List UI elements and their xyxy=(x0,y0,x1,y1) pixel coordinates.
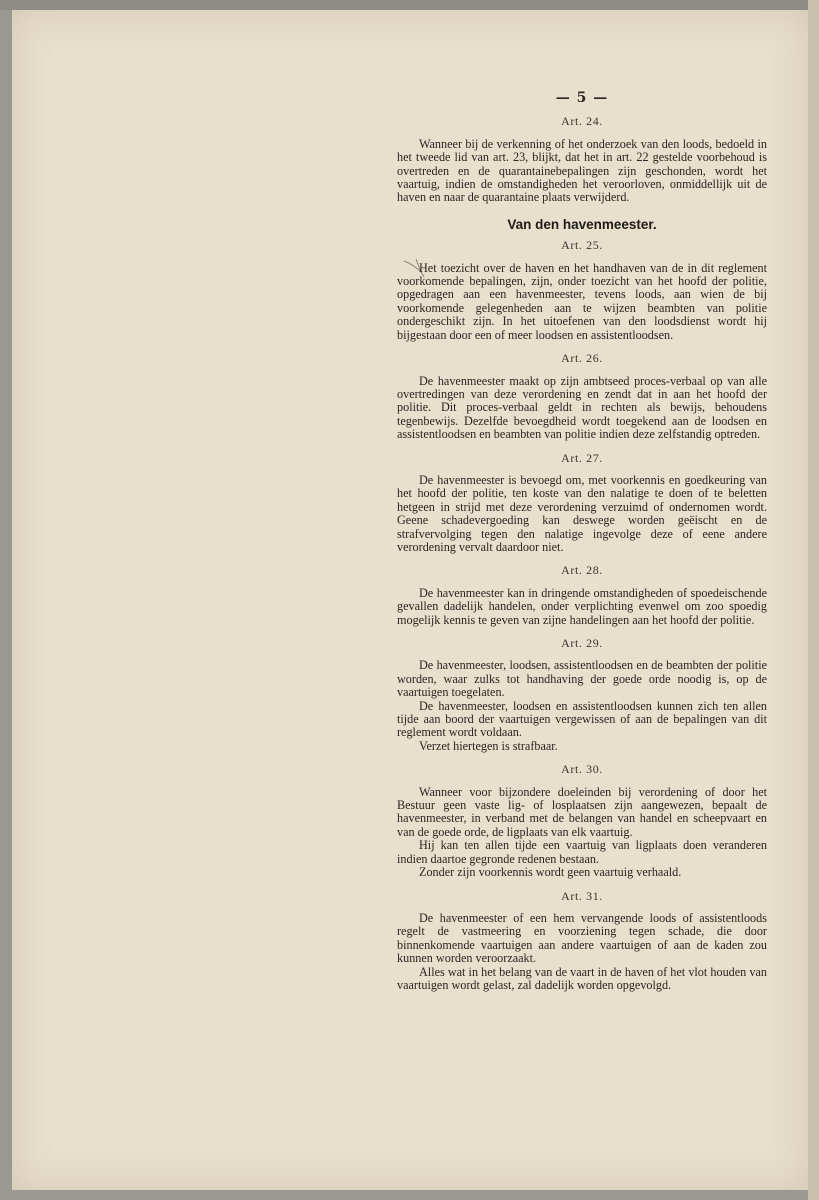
article-heading: Art. 31. xyxy=(561,888,603,903)
article-paragraph: De havenmeester, loodsen en assistentloodsen kunnen zich ten allen tijde aan boord der vaartuigen vergewissen of aan de bepalingen van dit reglement wordt voldaan. xyxy=(397,698,767,740)
scan-border-right xyxy=(808,0,819,1200)
article-paragraph: Verzet hiertegen is strafbaar. xyxy=(419,738,558,753)
article-paragraph: Wanneer voor bijzondere doeleinden bij verordening of door het Bestuur geen vaste lig- of losplaatsen zijn aangewezen, bepaalt de havenmeester, in verband met de belangen van handel en scheepvaart en van de goede orde, de ligplaats van elk vaartuig. xyxy=(397,784,767,839)
article-paragraph: Alles wat in het belang van de vaart in de haven of het vlot houden van vaartuigen wordt gelast, zal dadelijk worden opgevolgd. xyxy=(397,964,767,992)
article-heading: Art. 28. xyxy=(561,563,603,578)
text-column xyxy=(397,92,767,1002)
article xyxy=(397,452,767,555)
article-paragraph: De havenmeester of een hem vervangende loods of assistentloods regelt de vastmeering en voorziening tegen schade, die door binnenkomende vaartuigen aan andere vaartuigen of aan de kaden zou kunnen worden veroorzaakt. xyxy=(397,910,767,966)
article-heading: Art. 24. xyxy=(561,114,603,129)
article-paragraph: Het toezicht over de haven en het handhaven van de in dit reglement voorkomende bepalingen, zijn, onder toezicht van het hoofd der politie, opgedragen aan een havenmeester, tevens loods, aan wien de bij voorkomende gelegenheden aan te wijzen beambten van politie ondergeschikt zijn. In het uitoefenen van den loodsdienst wordt hij bijgestaan door een of meer loodsen en assistentloodsen. xyxy=(397,260,767,342)
article-paragraph: De havenmeester, loodsen, assistentloodsen en de beambten der politie worden, waar zulks tot handhaving der goede orde noodig is, op de vaartuigen toegelaten. xyxy=(397,658,767,700)
article-paragraph: De havenmeester maakt op zijn ambtseed proces-verbaal op van alle overtredingen van deze verordening en zendt dat in aan het hoofd der politie. Dit proces-verbaal geldt in rechten als bewijs, behoudens tegenbewijs. Dezelfde bevoegdheid wordt toegekend aan de loodsen en assistentloodsen en beambten van politie indien deze zelfstandig optreden. xyxy=(397,373,767,442)
article xyxy=(397,763,767,879)
article-heading: Art. 25. xyxy=(561,238,603,253)
article-heading: Art. 26. xyxy=(561,351,603,366)
article xyxy=(397,239,767,342)
article-heading: Art. 30. xyxy=(561,762,603,777)
page-number: — 5 — xyxy=(555,90,609,106)
article xyxy=(397,637,767,753)
scan-border-top xyxy=(0,0,819,10)
article-paragraph: De havenmeester kan in dringende omstandigheden of spoedeischende gevallen dadelijk handelen, onder verplichting evenwel om zoo spoedig mogelijk kennis te geven van zijne handelingen aan het hoofd der politie. xyxy=(397,585,767,627)
article-heading: Art. 29. xyxy=(561,636,603,650)
articles xyxy=(397,239,767,992)
article-paragraph: Wanneer bij de verkenning of het onderzoek van den loods, bedoeld in het tweede lid van art. 23, blijkt, dat het in art. 22 gestelde voorbehoud is overtreden en de quarantainebepalingen zijn geschonden, wordt het vaartuig, indien de omstandigheden het veroorloven, onmiddellijk uit de haven en naar de quarantaine plaats verwijderd. xyxy=(397,136,767,205)
article-paragraph: De havenmeester is bevoegd om, met voorkennis en goedkeuring van het hoofd der politie, ten koste van den nalatige te doen of te beletten hetgeen in strijd met deze verordening verzuimd of ondernomen wordt. Geene schadevergoeding kan deswege worden geëischt en de strafvervolging tegen den nalatige ingevolge deze of eene andere verordening vervalt daardoor niet. xyxy=(397,472,767,554)
section-title: Van den havenmeester. xyxy=(507,216,657,232)
article-paragraph: Hij kan ten allen tijde een vaartuig van ligplaats doen veranderen indien daartoe gegronde redenen bestaan. xyxy=(397,838,767,866)
articles-top xyxy=(397,115,767,204)
article xyxy=(397,115,767,204)
article xyxy=(397,564,767,627)
article xyxy=(397,890,767,993)
article-heading: Art. 27. xyxy=(561,450,603,465)
article xyxy=(397,352,767,441)
article-paragraph: Zonder zijn voorkennis wordt geen vaartuig verhaald. xyxy=(419,865,682,880)
